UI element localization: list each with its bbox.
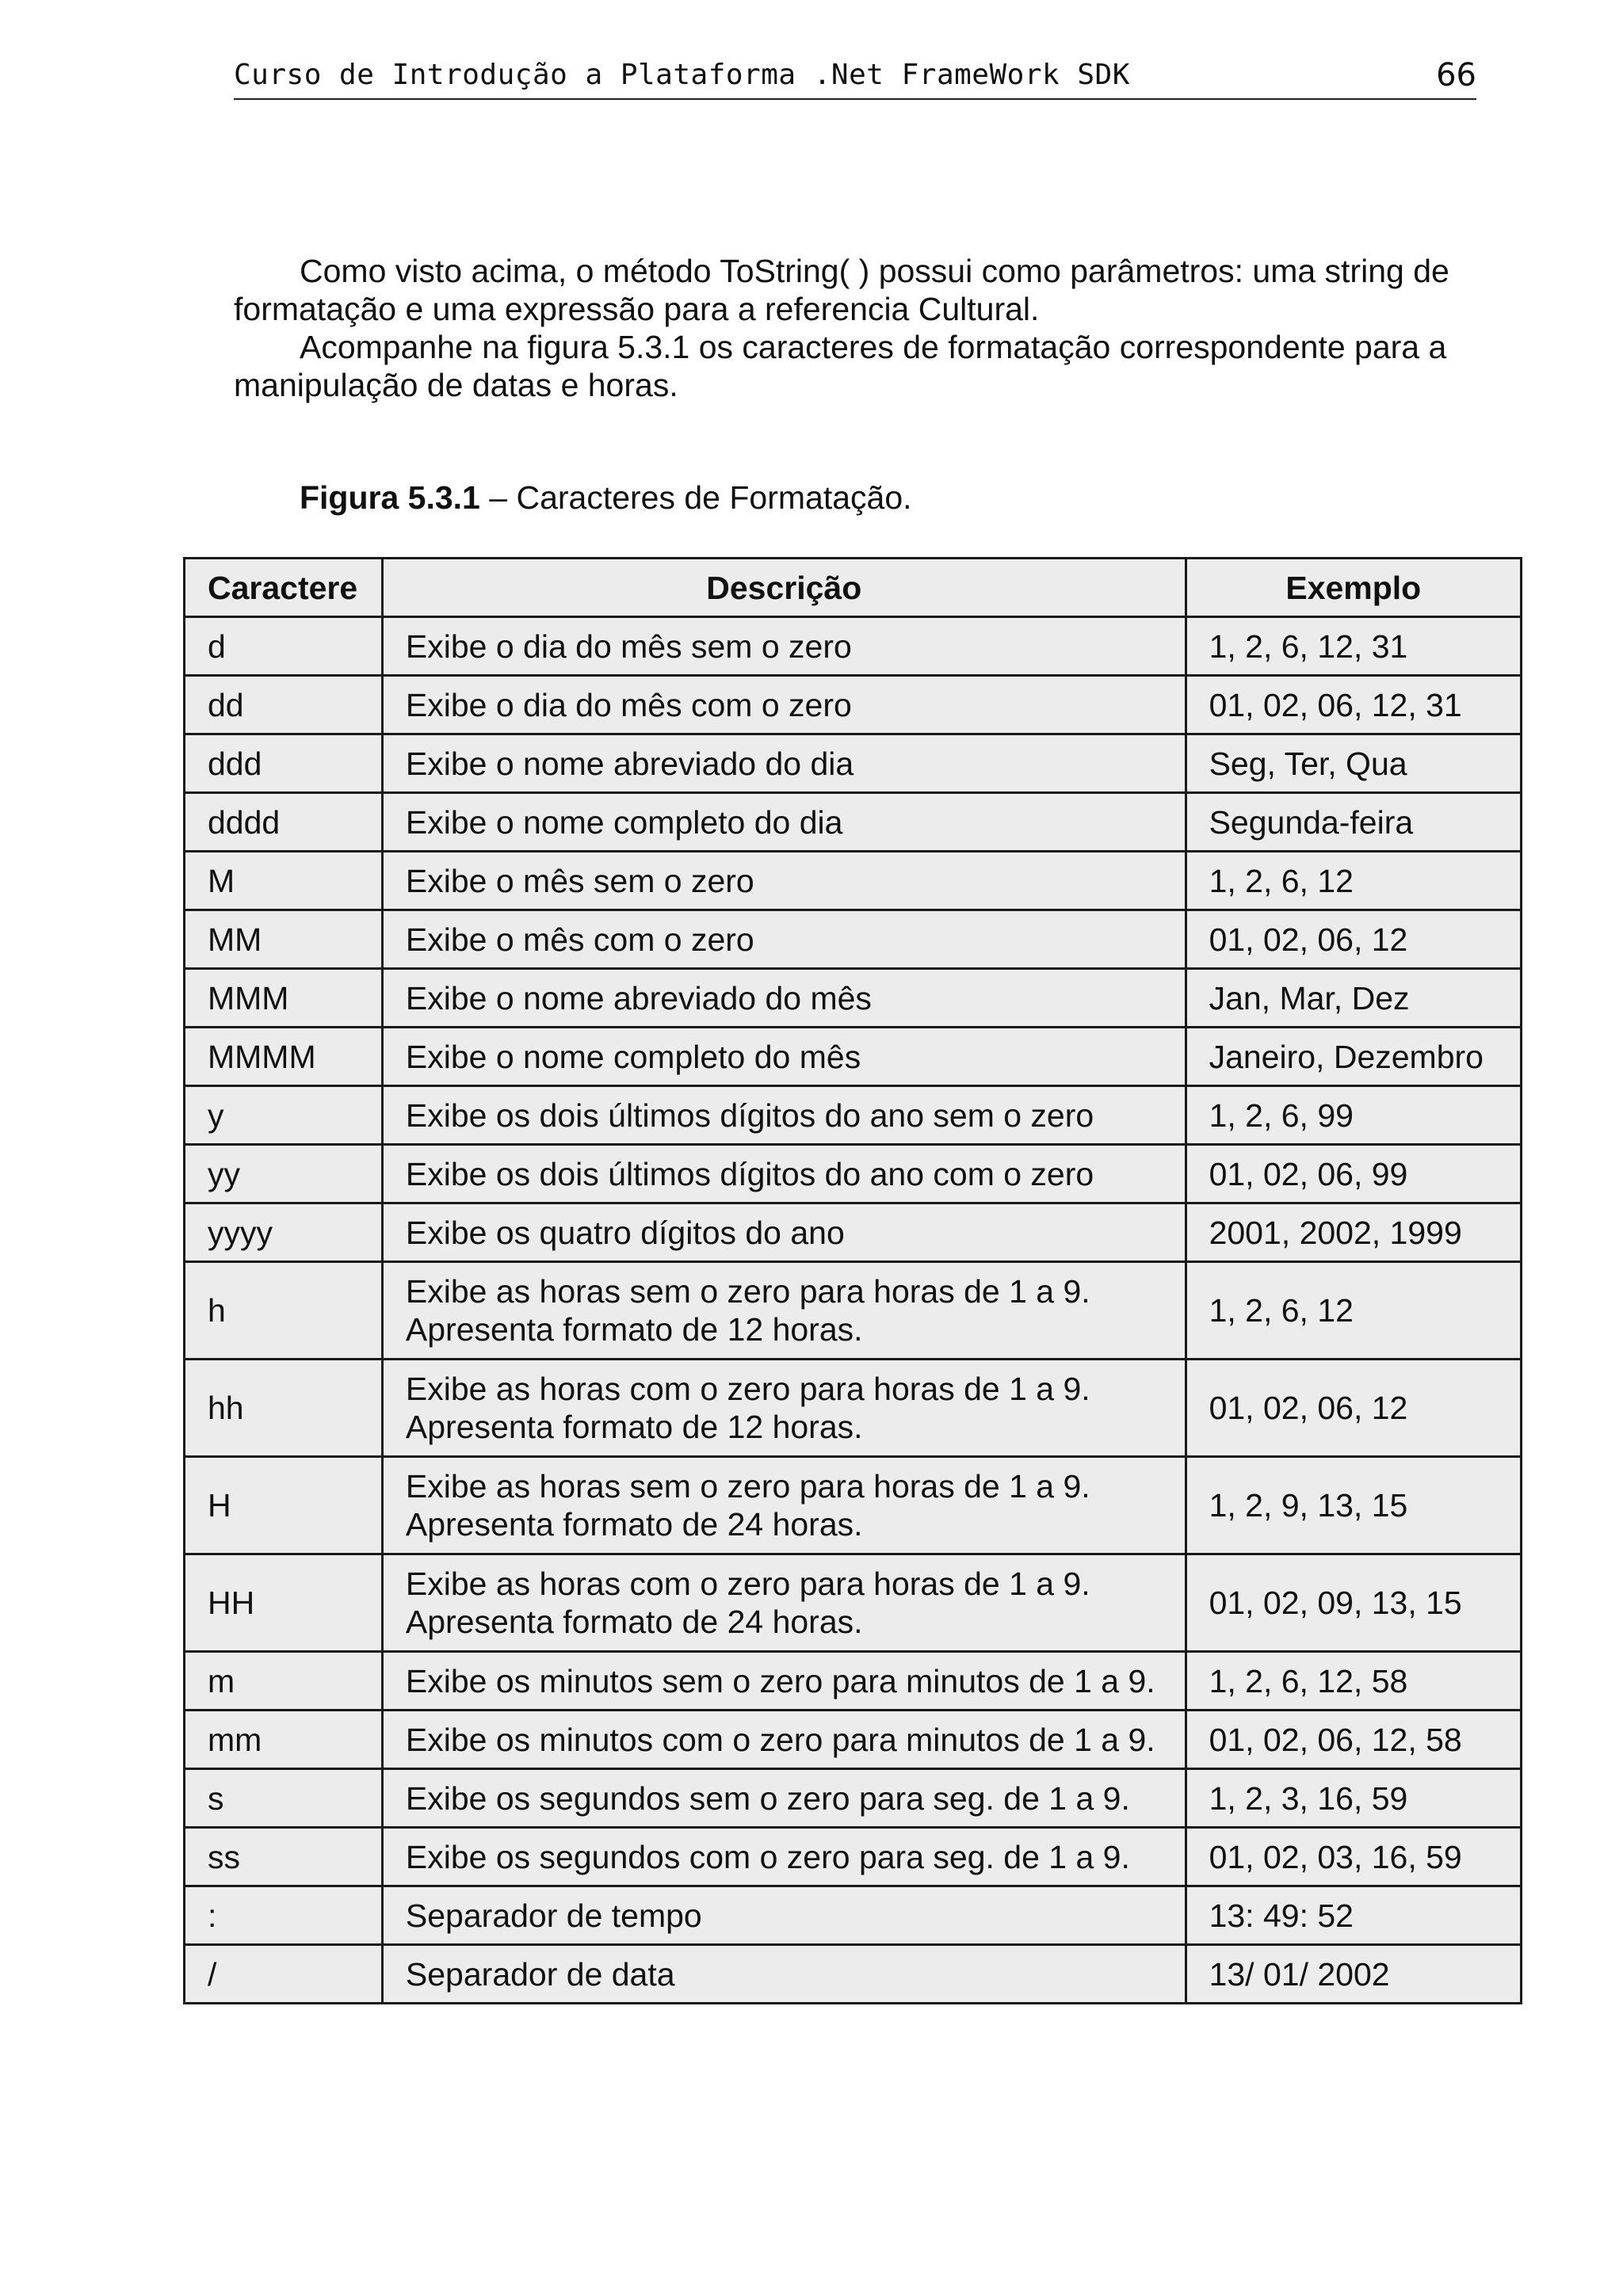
cell-descricao bbox=[382, 1886, 1186, 1945]
cell-descricao bbox=[382, 1028, 1186, 1086]
description-line: Apresenta formato de 24 horas. bbox=[405, 1506, 863, 1543]
cell-exemplo: 1, 2, 6, 12 bbox=[1186, 852, 1521, 910]
table-row bbox=[185, 1711, 1522, 1769]
table-row bbox=[185, 793, 1522, 852]
description-line: Exibe as horas com o zero para horas de 1 a 9. bbox=[405, 1566, 1090, 1602]
table-row bbox=[185, 734, 1522, 793]
cell-descricao bbox=[382, 1828, 1186, 1886]
cell-descricao bbox=[382, 734, 1186, 793]
cell-exemplo: 1, 2, 6, 12 bbox=[1186, 1262, 1521, 1360]
cell-caractere: ss bbox=[185, 1828, 383, 1886]
table-row bbox=[185, 1145, 1522, 1203]
format-characters-table bbox=[183, 557, 1522, 2004]
cell-descricao bbox=[382, 1360, 1186, 1457]
description-line: Separador de data bbox=[405, 1955, 675, 1993]
description-line: Exibe os segundos sem o zero para seg. de 1 a 9. bbox=[405, 1779, 1130, 1817]
description-line: Exibe os minutos com o zero para minutos de 1 a 9. bbox=[405, 1721, 1155, 1758]
table-header-row bbox=[185, 559, 1522, 617]
cell-caractere: M bbox=[185, 852, 383, 910]
cell-descricao bbox=[382, 1262, 1186, 1360]
description-line: Exibe os dois últimos dígitos do ano com o zero bbox=[405, 1155, 1094, 1192]
cell-caractere: ddd bbox=[185, 734, 383, 793]
cell-caractere: H bbox=[185, 1457, 383, 1554]
cell-caractere: MM bbox=[185, 910, 383, 969]
table-row bbox=[185, 910, 1522, 969]
cell-descricao bbox=[382, 617, 1186, 676]
table-row bbox=[185, 1769, 1522, 1828]
description-line: Apresenta formato de 12 horas. bbox=[405, 1409, 863, 1445]
cell-exemplo: 1, 2, 9, 13, 15 bbox=[1186, 1457, 1521, 1554]
figure-caption-text: – Caracteres de Formatação. bbox=[479, 479, 912, 516]
cell-descricao bbox=[382, 852, 1186, 910]
cell-exemplo: 1, 2, 6, 12, 58 bbox=[1186, 1652, 1521, 1711]
table-row bbox=[185, 617, 1522, 676]
cell-exemplo: 1, 2, 3, 16, 59 bbox=[1186, 1769, 1521, 1828]
table-row bbox=[185, 1360, 1522, 1457]
table-row bbox=[185, 1945, 1522, 2004]
cell-descricao bbox=[382, 1711, 1186, 1769]
cell-caractere: HH bbox=[185, 1554, 383, 1652]
cell-exemplo: 13: 49: 52 bbox=[1186, 1886, 1521, 1945]
cell-exemplo: 01, 02, 06, 12 bbox=[1186, 910, 1521, 969]
cell-caractere: dddd bbox=[185, 793, 383, 852]
table-row bbox=[185, 1086, 1522, 1145]
cell-descricao bbox=[382, 793, 1186, 852]
table-row bbox=[185, 1203, 1522, 1262]
figure-caption bbox=[300, 479, 912, 517]
cell-caractere: MMMM bbox=[185, 1028, 383, 1086]
description-line: Exibe o nome abreviado do dia bbox=[405, 745, 854, 782]
table-row bbox=[185, 969, 1522, 1028]
cell-descricao bbox=[382, 969, 1186, 1028]
cell-exemplo: 01, 02, 06, 12 bbox=[1186, 1360, 1521, 1457]
description-line: Exibe o nome completo do dia bbox=[405, 803, 843, 841]
cell-caractere: h bbox=[185, 1262, 383, 1360]
body-text bbox=[234, 252, 1476, 404]
cell-descricao bbox=[382, 1203, 1186, 1262]
cell-exemplo: Janeiro, Dezembro bbox=[1186, 1028, 1521, 1086]
cell-exemplo: Jan, Mar, Dez bbox=[1186, 969, 1521, 1028]
description-line: Apresenta formato de 24 horas. bbox=[405, 1604, 863, 1640]
cell-caractere: / bbox=[185, 1945, 383, 2004]
figure-label: Figura 5.3.1 bbox=[300, 479, 480, 516]
description-line: Exibe os quatro dígitos do ano bbox=[405, 1214, 845, 1251]
description-line: Separador de tempo bbox=[405, 1897, 702, 1934]
table-body bbox=[185, 617, 1522, 2004]
description-line: Exibe os dois últimos dígitos do ano sem o zero bbox=[405, 1097, 1094, 1134]
cell-caractere: m bbox=[185, 1652, 383, 1711]
table-row bbox=[185, 676, 1522, 734]
cell-caractere: yy bbox=[185, 1145, 383, 1203]
description-line: Exibe as horas sem o zero para horas de 1 a 9. bbox=[405, 1273, 1090, 1310]
cell-descricao bbox=[382, 1457, 1186, 1554]
cell-caractere: y bbox=[185, 1086, 383, 1145]
description-line: Exibe o mês sem o zero bbox=[405, 862, 754, 899]
cell-caractere: s bbox=[185, 1769, 383, 1828]
table-row bbox=[185, 1457, 1522, 1554]
table-row bbox=[185, 1554, 1522, 1652]
header-exemplo: Exemplo bbox=[1186, 559, 1521, 617]
cell-caractere: hh bbox=[185, 1360, 383, 1457]
cell-descricao bbox=[382, 676, 1186, 734]
cell-exemplo: Segunda-feira bbox=[1186, 793, 1521, 852]
table-row bbox=[185, 1028, 1522, 1086]
cell-exemplo: 01, 02, 06, 12, 58 bbox=[1186, 1711, 1521, 1769]
table-row bbox=[185, 852, 1522, 910]
description-line: Exibe o nome abreviado do mês bbox=[405, 979, 872, 1016]
cell-exemplo: 13/ 01/ 2002 bbox=[1186, 1945, 1521, 2004]
cell-descricao bbox=[382, 1652, 1186, 1711]
cell-caractere: : bbox=[185, 1886, 383, 1945]
description-line: Exibe o mês com o zero bbox=[405, 921, 754, 958]
cell-exemplo: 2001, 2002, 1999 bbox=[1186, 1203, 1521, 1262]
cell-descricao bbox=[382, 1769, 1186, 1828]
cell-descricao bbox=[382, 910, 1186, 969]
description-line: Exibe o dia do mês sem o zero bbox=[405, 627, 852, 665]
description-line: Exibe o dia do mês com o zero bbox=[405, 686, 852, 723]
cell-exemplo: Seg, Ter, Qua bbox=[1186, 734, 1521, 793]
cell-descricao bbox=[382, 1945, 1186, 2004]
header-caractere: Caractere bbox=[185, 559, 383, 617]
cell-exemplo: 01, 02, 09, 13, 15 bbox=[1186, 1554, 1521, 1652]
cell-caractere: mm bbox=[185, 1711, 383, 1769]
description-line: Exibe as horas sem o zero para horas de 1 a 9. bbox=[405, 1468, 1090, 1505]
cell-exemplo: 01, 02, 06, 12, 31 bbox=[1186, 676, 1521, 734]
cell-exemplo: 01, 02, 03, 16, 59 bbox=[1186, 1828, 1521, 1886]
cell-descricao bbox=[382, 1086, 1186, 1145]
cell-exemplo: 1, 2, 6, 12, 31 bbox=[1186, 617, 1521, 676]
page-number: 66 bbox=[1436, 57, 1476, 93]
paragraph-1: Como visto acima, o método ToString( ) possui como parâmetros: uma string de formatação e uma expressão para a referencia Cultural. bbox=[234, 253, 1449, 327]
description-line: Exibe os segundos com o zero para seg. de 1 a 9. bbox=[405, 1838, 1130, 1875]
table-row bbox=[185, 1652, 1522, 1711]
description-line: Apresenta formato de 12 horas. bbox=[405, 1311, 863, 1348]
table-row bbox=[185, 1828, 1522, 1886]
cell-caractere: yyyy bbox=[185, 1203, 383, 1262]
header-descricao: Descrição bbox=[382, 559, 1186, 617]
cell-caractere: dd bbox=[185, 676, 383, 734]
description-line: Exibe os minutos sem o zero para minutos de 1 a 9. bbox=[405, 1662, 1155, 1699]
page-header bbox=[234, 48, 1476, 100]
description-line: Exibe o nome completo do mês bbox=[405, 1038, 861, 1075]
cell-caractere: d bbox=[185, 617, 383, 676]
cell-descricao bbox=[382, 1145, 1186, 1203]
table-row bbox=[185, 1886, 1522, 1945]
cell-exemplo: 1, 2, 6, 99 bbox=[1186, 1086, 1521, 1145]
cell-exemplo: 01, 02, 06, 99 bbox=[1186, 1145, 1521, 1203]
table-row bbox=[185, 1262, 1522, 1360]
cell-descricao bbox=[382, 1554, 1186, 1652]
description-line: Exibe as horas com o zero para horas de 1 a 9. bbox=[405, 1371, 1090, 1407]
header-title: Curso de Introdução a Plataforma .Net FrameWork SDK bbox=[234, 59, 1130, 91]
paragraph-2: Acompanhe na figura 5.3.1 os caracteres de formatação correspondente para a manipulação de datas e horas. bbox=[234, 329, 1447, 403]
cell-caractere: MMM bbox=[185, 969, 383, 1028]
